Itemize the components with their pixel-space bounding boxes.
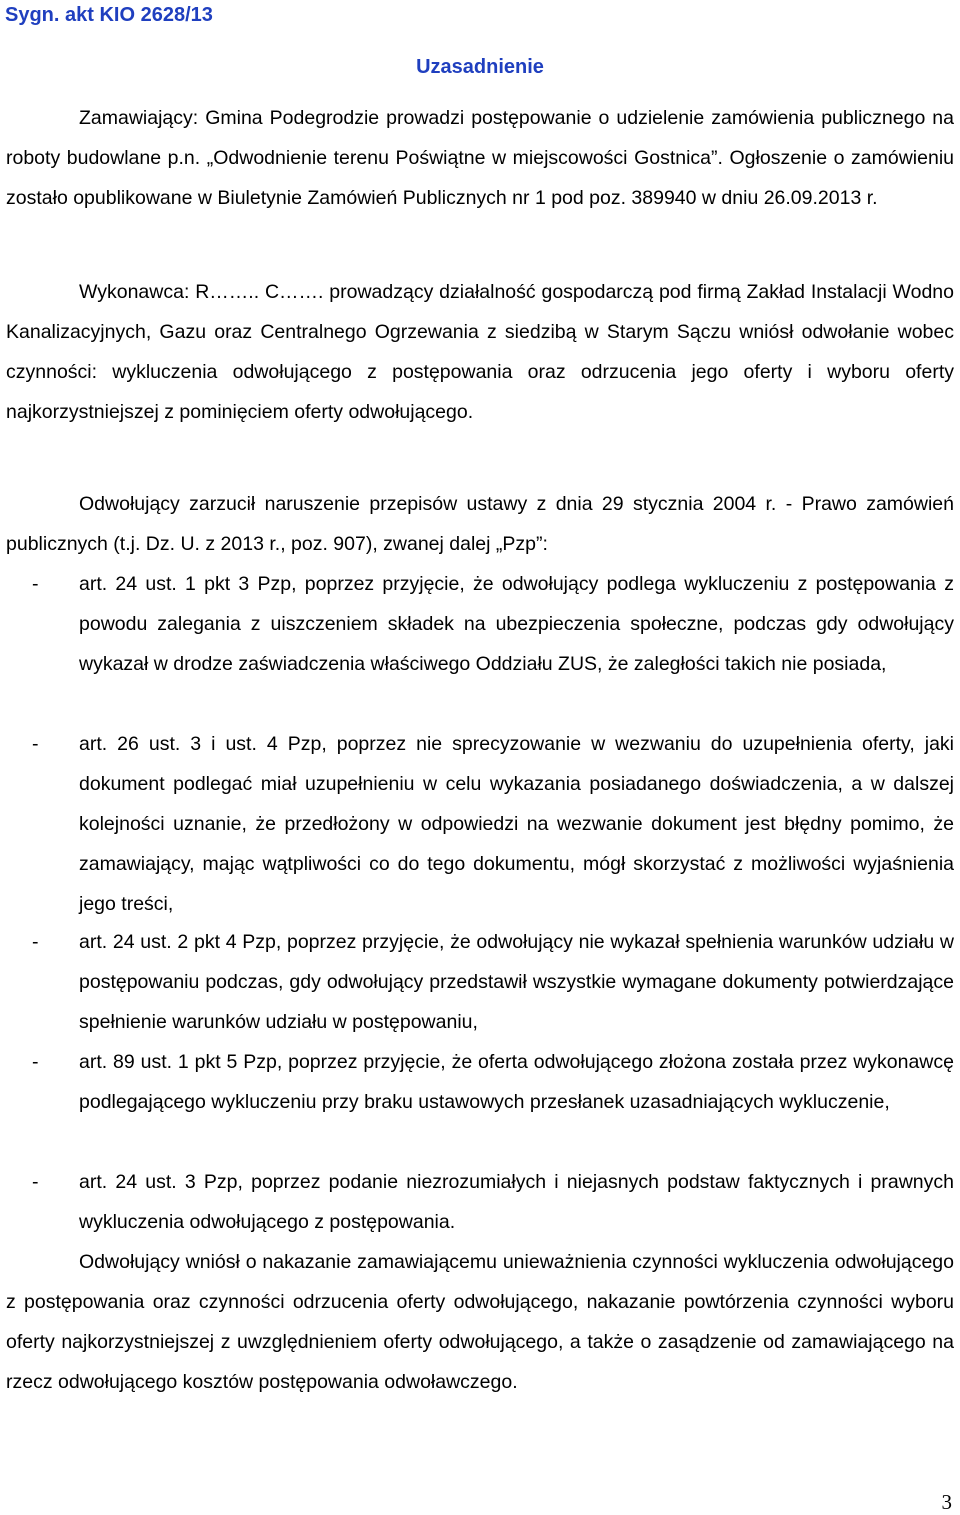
list-item: [6, 1042, 954, 1122]
list-item: [6, 564, 954, 684]
section-title: Uzasadnienie: [416, 56, 544, 78]
list-item-text: art. 24 ust. 1 pkt 3 Pzp, poprzez przyjęcie, że odwołujący podlega wykluczeniu z postępowania z powodu zalegania z uiszczeniem składek na ubezpieczenia społeczne, podczas gdy odwołujący wykazał w drodze zaświadczenia właściwego Oddziału ZUS, że zaległości takich nie posiada,: [79, 573, 954, 675]
list-item-text: art. 89 ust. 1 pkt 5 Pzp, poprzez przyjęcie, że oferta odwołującego złożona została przez wykonawcę podlegającego wykluczeniu przy braku ustawowych przesłanek uzasadniających wykluczenie,: [79, 1051, 954, 1113]
paragraph-text: Zamawiający: Gmina Podegrodzie prowadzi postępowanie o udzielenie zamówienia publicznego na roboty budowlane p.n. „Odwodnienie terenu Poświątne w miejscowości Gostnica”. Ogłoszenie o zamówieniu zostało opublikowane w Biuletynie Zamówień Publicznych nr 1 pod poz. 389940 w dniu 26.09.2013 r.: [6, 107, 954, 209]
list-dash: -: [32, 1051, 39, 1073]
paragraph-text: Wykonawca: R…….. C……. prowadzący działalność gospodarczą pod firmą Zakład Instalacji Wodno Kanalizacyjnych, Gazu oraz Centralnego Ogrzewania z siedzibą w Starym Sączu wniósł odwołanie wobec czynności: wykluczenia odwołującego z postępowania oraz odrzucenia jego oferty i wyboru oferty najkorzystniejszej z pominięciem oferty odwołującego.: [6, 281, 954, 423]
paragraph-text: Odwołujący zarzucił naruszenie przepisów ustawy z dnia 29 stycznia 2004 r. - Prawo zamówień publicznych (t.j. Dz. U. z 2013 r., poz. 907), zwanej dalej „Pzp”:: [6, 493, 954, 555]
list-dash: -: [32, 1171, 39, 1193]
paragraph-text: Odwołujący wniósł o nakazanie zamawiającemu unieważnienia czynności wykluczenia odwołującego z postępowania oraz czynności odrzucenia oferty odwołującego, nakazanie powtórzenia czynności wyboru oferty najkorzystniejszej z uwzględnieniem oferty odwołującego, a także o zasądzenie od zamawiającego na rzecz odwołującego kosztów postępowania odwoławczego.: [6, 1251, 954, 1393]
list-item-text: art. 24 ust. 3 Pzp, poprzez podanie niezrozumiałych i niejasnych podstaw faktycznych i prawnych wykluczenia odwołującego z postępowania.: [79, 1171, 954, 1233]
list-item: [6, 922, 954, 1042]
paragraph-requests: [6, 1242, 954, 1402]
list-dash: -: [32, 931, 39, 953]
list-item: [6, 724, 954, 924]
list-item-text: art. 26 ust. 3 i ust. 4 Pzp, poprzez nie sprecyzowanie w wezwaniu do uzupełnienia oferty, jaki dokument podlegać miał uzupełnieniu w celu wykazania posiadanego doświadczenia, a w dalszej kolejności uznanie, że przedłożony w odpowiedzi na wezwanie dokument jest błędny pomimo, że zamawiający, mając wątpliwości co do tego dokumentu, mógł skorzystać z możliwości wyjaśnienia jego treści,: [79, 733, 954, 915]
list-item: [6, 1162, 954, 1242]
list-item-text: art. 24 ust. 2 pkt 4 Pzp, poprzez przyjęcie, że odwołujący nie wykazał spełnienia warunków udziału w postępowaniu podczas, gdy odwołujący przedstawił wszystkie wymagane dokumenty potwierdzające spełnienie warunków udziału w postępowaniu,: [79, 931, 954, 1033]
paragraph-allegations: [6, 484, 954, 564]
paragraph-contracting-authority: [6, 98, 954, 218]
page-number: 3: [941, 1490, 952, 1514]
list-dash: -: [32, 733, 39, 755]
case-signature: Sygn. akt KIO 2628/13: [5, 4, 213, 26]
list-dash: -: [32, 573, 39, 595]
paragraph-contractor: [6, 272, 954, 432]
